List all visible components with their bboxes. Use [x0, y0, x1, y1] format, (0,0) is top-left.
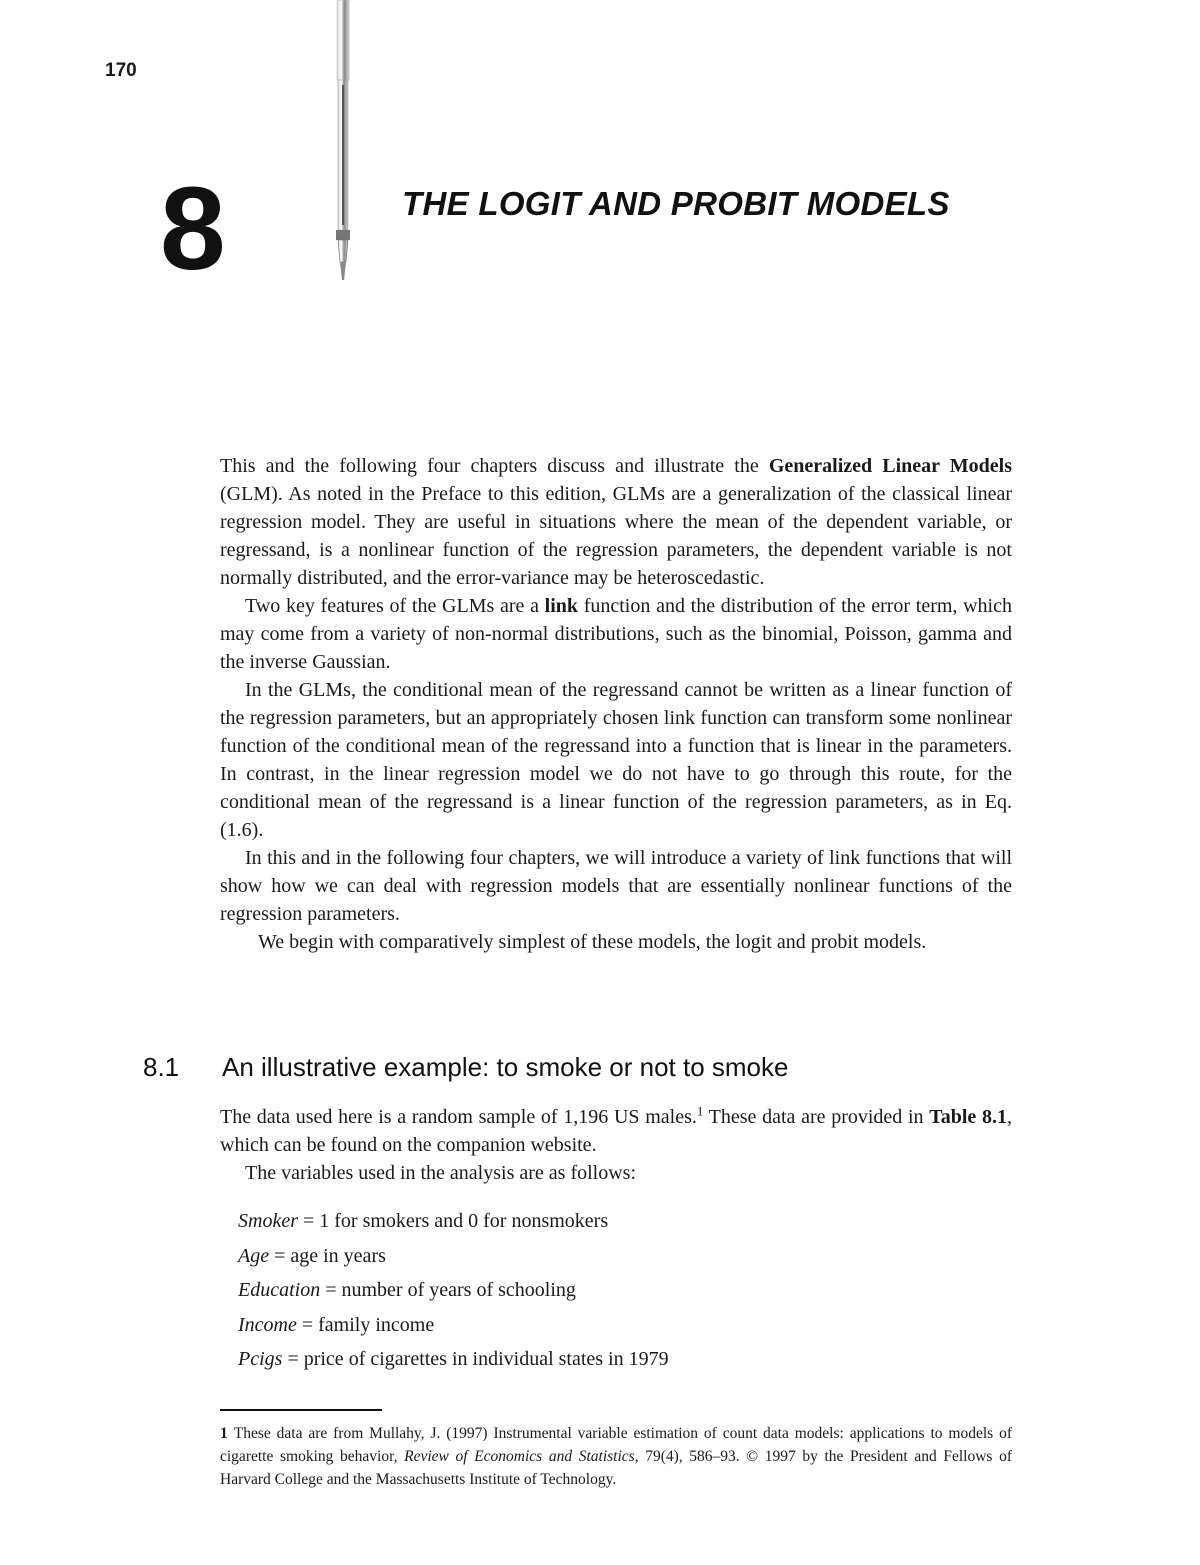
footnote-mark: 1 — [220, 1425, 228, 1442]
intro-paragraph-2: Two key features of the GLMs are a link function and the distribution of the error term, which may come from a variety of non-normal distributions, such as the binomial, Poisson, gamma and the inverse Gaussian. — [220, 595, 1012, 673]
section-paragraph-2: The variables used in the analysis are as follows: — [245, 1162, 636, 1184]
journal-name: Review of Economics and Statistics — [404, 1448, 635, 1465]
table-ref: Table 8.1 — [929, 1106, 1007, 1128]
intro-paragraph-1: This and the following four chapters discuss and illustrate the Generalized Linear Models (GLM). As noted in the Preface to this edition, GLMs are a generalization of the classical linear regression model. They are useful in situations where the mean of the dependent variable, or regressand, is a nonlinear function of the regression parameters, the dependent variable is not normally distributed, and the error-variance may be heteroscedastic. — [220, 455, 1012, 589]
variable-item: Age = age in years — [238, 1244, 386, 1267]
section-heading — [143, 1052, 788, 1083]
footnote-divider — [220, 1409, 382, 1411]
section-text — [220, 1103, 1012, 1187]
intro-paragraph-3: In the GLMs, the conditional mean of the regressand cannot be written as a linear function of the regression parameters, but an appropriately chosen link function can transform some nonlinear function of the conditional mean of the regressand into a function that is linear in the parameters. In contrast, in the linear regression model we do not have to go through this route, for the conditional mean of the regressand is a linear function of the regression parameters, as in Eq. (1.6). — [220, 679, 1012, 841]
intro-text — [220, 452, 1012, 956]
footnote-ref[interactable]: 1 — [696, 1103, 704, 1119]
variable-item: Income = family income — [238, 1313, 435, 1336]
variable-list — [238, 1207, 669, 1380]
section-number: 8.1 — [143, 1052, 180, 1082]
intro-paragraph-4: In this and in the following four chapters, we will introduce a variety of link functions that will show how we can deal with regression models that are essentially nonlinear functions of the regression parameters. — [220, 847, 1012, 925]
variable-item: Smoker = 1 for smokers and 0 for nonsmokers — [238, 1210, 609, 1232]
footnote: 1 These data are from Mullahy, J. (1997) Instrumental variable estimation of count data models: applications to models of cigarette smoking behavior, Review of Economics and Statistics, 79(4), 586–93. © 1997 by the President and Fellows of Harvard College and the Massachusetts Institute of Technology. — [220, 1425, 1012, 1488]
variable-item: Education = number of years of schooling — [238, 1279, 576, 1301]
term-glm: Generalized Linear Models — [768, 455, 1012, 477]
section-title: An illustrative example: to smoke or not to smoke — [222, 1052, 789, 1082]
section-paragraph-1: The data used here is a random sample of 1,196 US males.$^1$ These data are provided in Table 8.1, which can be found on the companion website. — [220, 1103, 1012, 1156]
variable-item: Pcigs = price of cigarettes in individual states in 1979 — [238, 1348, 669, 1370]
page-number: 170 — [105, 60, 137, 81]
pen-decoration-icon — [334, 0, 352, 285]
term-link: link — [544, 595, 579, 617]
chapter-title: THE LOGIT AND PROBIT MODELS — [402, 185, 950, 222]
chapter-number: 8 — [160, 163, 226, 295]
intro-paragraph-5: We begin with comparatively simplest of these models, the logit and probit models. — [258, 931, 927, 953]
